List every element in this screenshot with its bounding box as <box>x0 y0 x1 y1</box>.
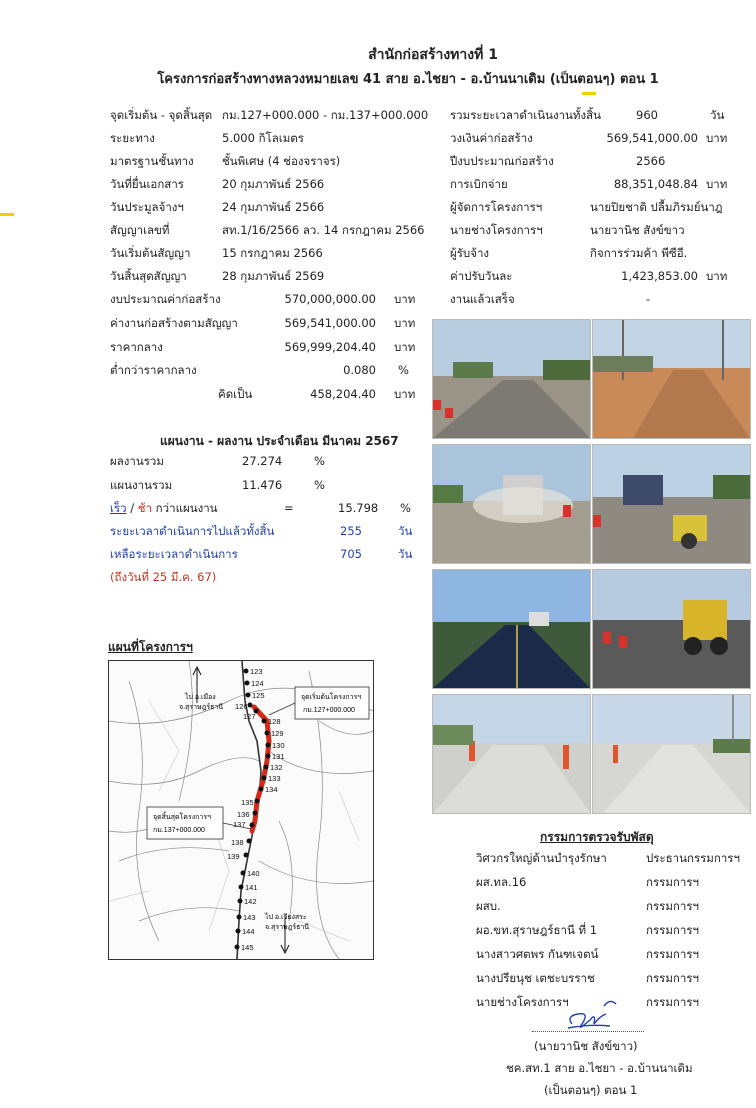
signer-name: (นายวานิช สังข์ขาว) <box>534 1039 638 1053</box>
committee-member <box>476 848 746 868</box>
info-label: ปีงบประมาณก่อสร้าง <box>450 154 554 168</box>
budget-label: งบประมาณค่าก่อสร้าง <box>110 292 221 306</box>
info-row <box>110 152 430 170</box>
slash: / <box>126 501 138 515</box>
km-label: 142 <box>244 897 257 906</box>
budget-unit: บาท <box>394 316 416 330</box>
budget-row <box>110 338 420 356</box>
signer-position: ชค.สท.1 สาย อ.ไชยา - อ.บ้านนาเดิม <box>506 1061 693 1075</box>
margin-mark <box>0 213 14 216</box>
budget-row <box>110 314 420 332</box>
km-label: 141 <box>245 883 258 892</box>
info-label: วันสิ้นสุดสัญญา <box>110 269 187 283</box>
info-value: 15 กรกฎาคม 2566 <box>222 246 323 260</box>
member-role: กรรมการฯ <box>646 923 699 937</box>
diff-eq: = <box>284 501 294 515</box>
km-label: 126 <box>235 702 248 711</box>
office-title: สำนักก่อสร้างทางที่ 1 <box>368 47 498 63</box>
info-value: กิจการร่วมค้า พีซีอี. <box>590 246 688 260</box>
info-value: สท.1/16/2566 ลว. 14 กรกฎาคม 2566 <box>222 223 425 237</box>
member-role: กรรมการฯ <box>646 995 699 1009</box>
budget-unit: % <box>398 363 409 377</box>
info-unit: วัน <box>710 108 725 122</box>
signer-position-2: (เป็นตอนๆ) ตอน 1 <box>544 1083 638 1097</box>
committee-member <box>476 896 746 916</box>
signature-image <box>560 994 630 1034</box>
info-value: 24 กุมภาพันธ์ 2566 <box>222 200 325 214</box>
diff-unit: % <box>400 501 411 515</box>
budget-label: คิดเป็น <box>218 387 253 401</box>
plan-unit: % <box>314 478 325 492</box>
actual-value: 27.274 <box>242 454 283 468</box>
member-role: ประธานกรรมการฯ <box>646 851 740 865</box>
elapsed-row <box>110 522 420 540</box>
info-value: 569,541,000.00 <box>606 131 698 145</box>
km-label: 132 <box>270 763 283 772</box>
elapsed-unit: วัน <box>398 524 413 538</box>
to-south-label-2: จ.สุราษฎร์ธานี <box>265 924 310 931</box>
info-row <box>450 175 750 193</box>
info-label: มาตรฐานชั้นทาง <box>110 154 194 168</box>
member-name: ผสบ. <box>476 899 501 913</box>
info-unit: บาท <box>706 177 728 191</box>
km-label: 129 <box>271 729 284 738</box>
budget-label: ต่ำกว่าราคากลาง <box>110 363 197 377</box>
south-arrow-icon <box>281 916 289 953</box>
km-label: 136 <box>237 810 250 819</box>
info-row <box>110 244 430 262</box>
diff-row <box>110 499 420 517</box>
fast-label: เร็ว <box>110 501 127 515</box>
km-label: 144 <box>242 927 255 936</box>
project-map <box>108 660 374 960</box>
info-label: ค่าปรับวันละ <box>450 269 513 283</box>
end-box <box>147 807 223 839</box>
info-row <box>450 267 750 285</box>
actual-row <box>110 452 420 470</box>
elapsed-label: ระยะเวลาดำเนินการไปแล้วทั้งสิ้น <box>110 524 275 538</box>
committee-member <box>476 968 746 988</box>
info-value: 960 <box>636 108 658 122</box>
remain-unit: วัน <box>398 547 413 561</box>
km-label: 145 <box>241 943 254 952</box>
member-name: วิศวกรใหญ่ด้านบำรุงรักษา <box>476 851 607 865</box>
budget-unit: บาท <box>394 340 416 354</box>
photo-image <box>593 695 750 813</box>
info-label: การเบิกจ่าย <box>450 177 508 191</box>
budget-value: 570,000,000.00 <box>284 292 376 306</box>
km-label: 143 <box>243 913 256 922</box>
km-label: 128 <box>268 717 281 726</box>
info-label: วันเริ่มต้นสัญญา <box>110 246 191 260</box>
remain-label: เหลือระยะเวลาดำเนินการ <box>110 547 238 561</box>
to-north-label: ไป อ.เมือง <box>185 694 216 701</box>
info-unit: บาท <box>706 131 728 145</box>
info-row <box>110 129 430 147</box>
budget-row <box>110 361 420 379</box>
info-row <box>110 198 430 216</box>
elapsed-value: 255 <box>340 524 362 538</box>
start-leader <box>269 703 295 715</box>
km-label: 131 <box>272 752 285 761</box>
construction-photo-5 <box>432 569 591 689</box>
budget-row <box>110 385 420 403</box>
construction-photo-8 <box>592 694 751 814</box>
info-label: นายช่างโครงการฯ <box>450 223 543 237</box>
info-value: 88,351,048.84 <box>613 177 698 191</box>
info-value: นายวานิช สังข์ขาว <box>590 223 685 237</box>
budget-value: 458,204.40 <box>310 387 376 401</box>
km-label: 139 <box>227 852 240 861</box>
map-drawing <box>109 661 373 959</box>
to-north-label-2: จ.สุราษฎร์ธานี <box>179 704 224 711</box>
construction-photo-4 <box>592 444 751 564</box>
info-value: ชั้นพิเศษ (4 ช่องจราจร) <box>222 154 341 168</box>
to-south-label: ไป อ.เวียงสระ <box>265 914 307 921</box>
info-row <box>450 244 750 262</box>
member-name: ผส.ทล.16 <box>476 875 527 889</box>
construction-photo-1 <box>432 319 591 439</box>
info-row <box>110 221 430 239</box>
committee-member <box>476 944 746 964</box>
info-row <box>110 106 430 124</box>
km-label: 130 <box>272 741 285 750</box>
info-row <box>110 175 430 193</box>
info-value: 28 กุมภาพันธ์ 2569 <box>222 269 325 283</box>
photo-image <box>433 320 590 438</box>
construction-photo-2 <box>592 319 751 439</box>
project-title: โครงการก่อสร้างทางหลวงหมายเลข 41 สาย อ.ไชยา - อ.บ้านนาเดิม (เป็นตอนๆ) ตอน 1 <box>157 72 659 87</box>
committee-heading: กรรมการตรวจรับพัสดุ <box>540 830 654 844</box>
start-box <box>295 687 369 719</box>
start-km: กม.127+000.000 <box>303 707 355 714</box>
actual-label: ผลงานรวม <box>110 454 164 468</box>
km-label: 140 <box>247 869 260 878</box>
member-name: นางสาวศตพร กันฑเจตน์ <box>476 947 599 961</box>
km-label: 138 <box>231 838 244 847</box>
map-heading: แผนที่โครงการฯ <box>108 640 193 654</box>
info-row <box>450 290 750 308</box>
budget-unit: บาท <box>394 292 416 306</box>
member-role: กรรมการฯ <box>646 947 699 961</box>
km-label: 135 <box>241 798 254 807</box>
plan-row <box>110 476 420 494</box>
as-of-date: (ถึงวันที่ 25 มี.ค. 67) <box>110 570 217 584</box>
info-label: รวมระยะเวลาดำเนินงานทั้งสิ้น <box>450 108 601 122</box>
info-value: 2566 <box>636 154 666 168</box>
info-label: ผู้รับจ้าง <box>450 246 490 260</box>
member-name: นายช่างโครงการฯ <box>476 995 569 1009</box>
member-name: ผอ.ขท.สุราษฎร์ธานี ที่ 1 <box>476 923 598 937</box>
progress-heading: แผนงาน - ผลงาน ประจำเดือน มีนาคม 2567 <box>160 434 399 448</box>
info-value: 1,423,853.00 <box>621 269 698 283</box>
info-row <box>450 198 750 216</box>
info-value: กม.127+000.000 - กม.137+000.000 <box>222 108 429 122</box>
end-label: จุดสิ้นสุดโครงการฯ <box>153 814 212 821</box>
budget-label: ค่างานก่อสร้างตามสัญญา <box>110 316 238 330</box>
km-label: 133 <box>268 774 281 783</box>
info-label: ระยะทาง <box>110 131 155 145</box>
committee-member <box>476 872 746 892</box>
plan-label: แผนงานรวม <box>110 478 173 492</box>
info-row <box>110 267 430 285</box>
start-label: จุดเริ่มต้นโครงการฯ <box>301 694 362 701</box>
info-label: สัญญาเลขที่ <box>110 223 170 237</box>
budget-row <box>110 290 420 308</box>
construction-photo-6 <box>592 569 751 689</box>
info-label: วันประมูลจ้างฯ <box>110 200 184 214</box>
signature-line <box>532 1031 644 1032</box>
actual-unit: % <box>314 454 325 468</box>
info-unit: บาท <box>706 269 728 283</box>
km-label: 124 <box>251 679 264 688</box>
budget-unit: บาท <box>394 387 416 401</box>
info-label: ผู้จัดการโครงการฯ <box>450 200 543 214</box>
remain-row <box>110 545 420 563</box>
info-row <box>450 221 750 239</box>
member-role: กรรมการฯ <box>646 971 699 985</box>
photo-image <box>433 695 590 813</box>
km-label: 125 <box>252 691 265 700</box>
info-value: 20 กุมภาพันธ์ 2566 <box>222 177 325 191</box>
info-value: นายปิยชาติ ปลื้มภิรมย์นาฎ <box>590 200 723 214</box>
member-name: นางปรียนุช เตชะบรราช <box>476 971 595 985</box>
construction-photo-7 <box>432 694 591 814</box>
km-label: 137 <box>233 820 246 829</box>
info-label: วันที่ยื่นเอกสาร <box>110 177 184 191</box>
budget-value: 569,541,000.00 <box>284 316 376 330</box>
plan-value: 11.476 <box>242 478 283 492</box>
remain-value: 705 <box>340 547 362 561</box>
info-row <box>450 129 750 147</box>
end-km: กม.137+000.000 <box>153 827 205 834</box>
info-value: - <box>646 292 651 306</box>
photo-image <box>433 445 590 563</box>
diff-label: กว่าแผนงาน <box>152 501 218 515</box>
info-label: วงเงินค่าก่อสร้าง <box>450 131 533 145</box>
photo-image <box>593 570 750 688</box>
diff-value: 15.798 <box>338 501 379 515</box>
km-label: 134 <box>265 785 278 794</box>
member-role: กรรมการฯ <box>646 899 699 913</box>
construction-photo-3 <box>432 444 591 564</box>
committee-member <box>476 920 746 940</box>
km-label: 127 <box>243 712 256 721</box>
info-label: จุดเริ่มต้น - จุดสิ้นสุด <box>110 108 213 122</box>
budget-value: 0.080 <box>343 363 376 377</box>
info-value: 5.000 กิโลเมตร <box>222 131 304 145</box>
info-row <box>450 106 750 124</box>
highlight-mark <box>582 92 596 95</box>
photo-image <box>593 445 750 563</box>
photo-image <box>433 570 590 688</box>
budget-value: 569,999,204.40 <box>284 340 376 354</box>
info-label: งานแล้วเสร็จ <box>450 292 515 306</box>
km-label: 123 <box>250 667 263 676</box>
member-role: กรรมการฯ <box>646 875 699 889</box>
info-row <box>450 152 750 170</box>
slow-label: ช้า <box>137 501 153 515</box>
budget-label: ราคากลาง <box>110 340 163 354</box>
photo-image <box>593 320 750 438</box>
